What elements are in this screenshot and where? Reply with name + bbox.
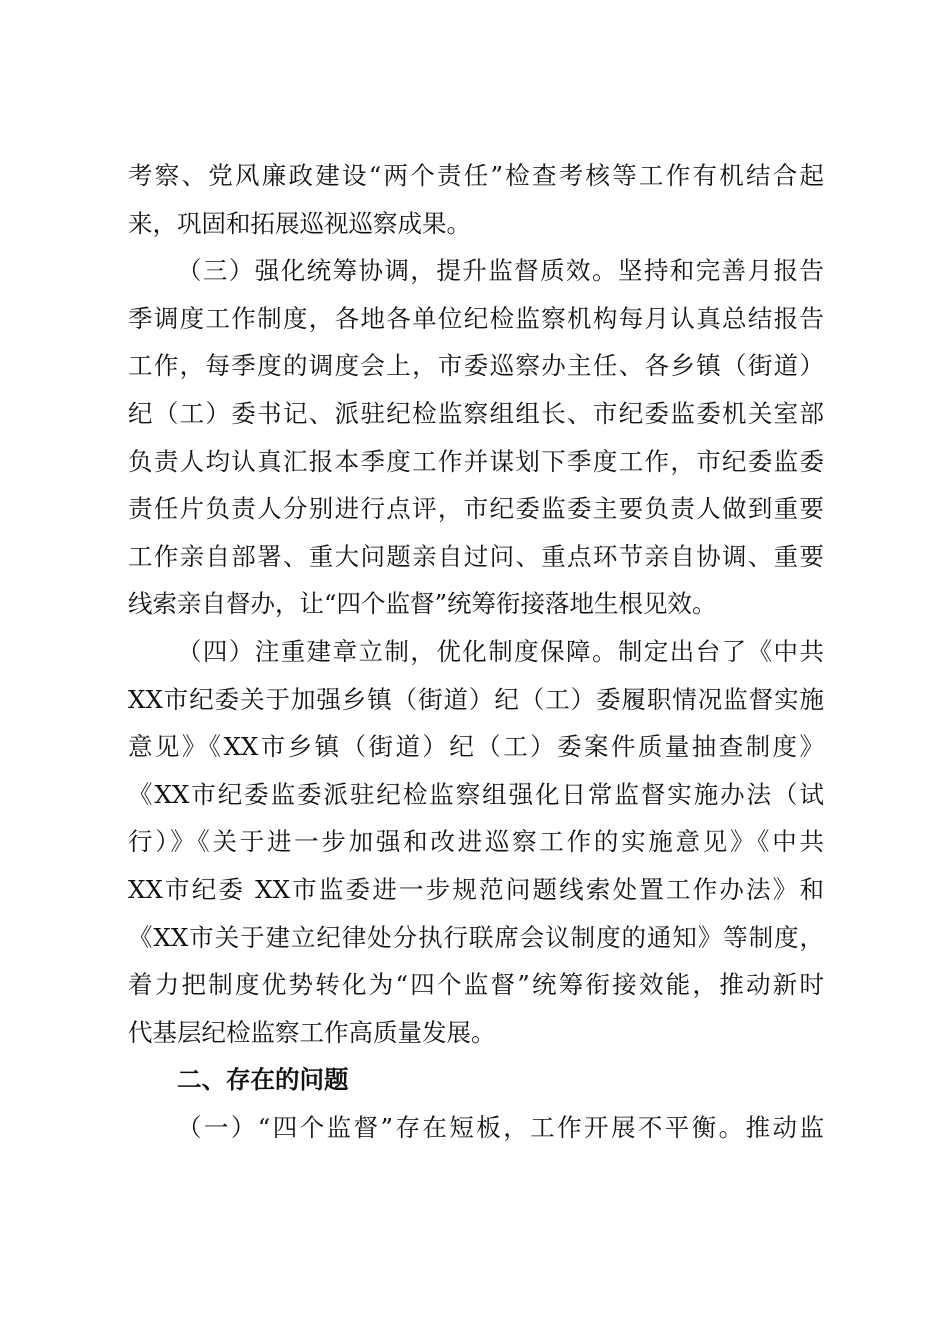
text-line: 来，巩固和拓展巡视巡察成果。: [128, 208, 471, 238]
text-line: 代基层纪检监察工作高质量发展。: [128, 1017, 496, 1047]
text-line: （三）强化统筹协调，提升监督质效。坚持和完善月报告: [177, 256, 824, 286]
text-line: （一）“四个监督”存在短板，工作开展不平衡。推动监: [177, 1112, 824, 1142]
text-line: 季调度工作制度，各地各单位纪检监察机构每月认真总结报告: [128, 303, 824, 333]
text-line: 工作，每季度的调度会上，市委巡察办主任、各乡镇（街道）: [128, 351, 824, 381]
document-body: [128, 152, 824, 1151]
text-line: XX市纪委 XX市监委进一步规范问题线索处置工作办法》和: [128, 874, 824, 904]
text-line: 着力把制度优势转化为“四个监督”统筹衔接效能，推动新时: [128, 970, 824, 1000]
text-line: XX市纪委关于加强乡镇（街道）纪（工）委履职情况监督实施: [128, 684, 824, 714]
text-line: 《XX市关于建立纪律处分执行联席会议制度的通知》等制度，: [128, 922, 824, 952]
text-line: （四）注重建章立制，优化制度保障。制定出台了《中共: [177, 636, 824, 666]
section-heading: 二、存在的问题: [177, 1065, 349, 1095]
text-line: 负责人均认真汇报本季度工作并谋划下季度工作，市纪委监委: [128, 446, 824, 476]
text-line: 《XX市纪委监委派驻纪检监察组强化日常监督实施办法（试: [128, 779, 824, 809]
text-line: 线索亲自督办，让“四个监督”统筹衔接落地生根见效。: [128, 589, 717, 619]
text-line: 行）》《关于进一步加强和改进巡察工作的实施意见》《中共: [128, 827, 824, 857]
text-line: 纪（工）委书记、派驻纪检监察组组长、市纪委监委机关室部: [128, 398, 824, 428]
text-line: 工作亲自部署、重大问题亲自过问、重点环节亲自协调、重要: [128, 541, 824, 571]
text-line: 意见》《XX市乡镇（街道）纪（工）委案件质量抽查制度》: [128, 732, 824, 762]
text-line: 责任片负责人分别进行点评，市纪委监委主要负责人做到重要: [128, 494, 824, 524]
text-line: 考察、党风廉政建设“两个责任”检查考核等工作有机结合起: [128, 161, 824, 190]
